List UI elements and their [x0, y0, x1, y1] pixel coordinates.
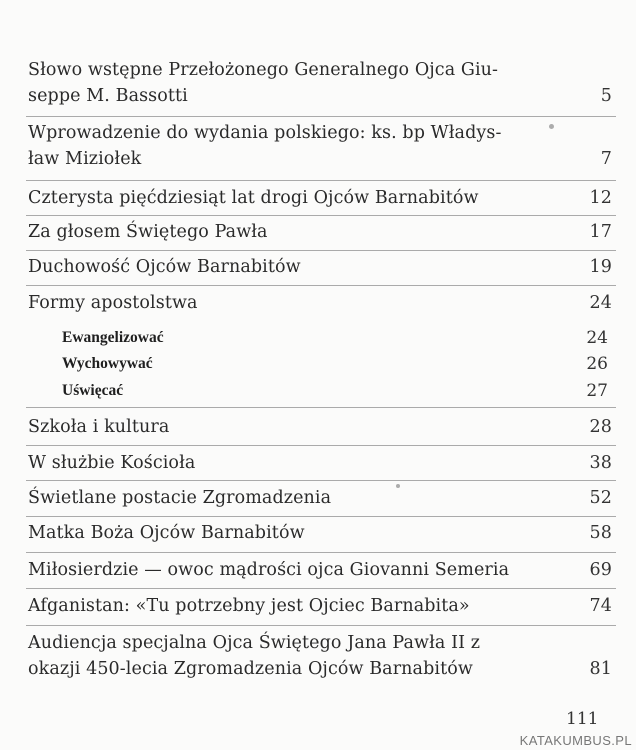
toc-entry	[28, 185, 614, 211]
toc-subentry-title: Uświęcać	[62, 382, 124, 399]
toc-entry-page: 19	[589, 257, 612, 277]
toc-entry-page: 58	[589, 523, 612, 543]
toc-entry-title: Świetlane postacie Zgromadzenia	[28, 488, 332, 508]
paper-speck	[549, 124, 554, 129]
toc-subentry	[62, 380, 612, 402]
toc-entry-title: Duchowość Ojców Barnabitów	[28, 257, 301, 277]
divider	[26, 588, 616, 589]
divider	[26, 285, 616, 286]
toc-entry	[28, 219, 614, 245]
toc-entry	[28, 414, 614, 440]
toc-entry-page: 74	[589, 596, 612, 616]
toc-entry	[28, 630, 614, 682]
toc-entry	[28, 485, 614, 511]
toc-entry-title: W służbie Kościoła	[28, 453, 196, 473]
toc-subentry-page: 24	[586, 328, 608, 348]
paper-speck	[396, 484, 400, 488]
toc-entry-page: 81	[589, 659, 612, 679]
toc-entry-page: 69	[589, 560, 612, 580]
toc-entry	[28, 254, 614, 280]
toc-entry	[28, 120, 614, 172]
divider	[26, 552, 616, 553]
toc-entry-title: Wprowadzenie do wydania polskiego: ks. bp Władys-	[28, 123, 502, 143]
toc-entry-title: Afganistan: «Tu potrzebny jest Ojciec Barnabita»	[28, 596, 470, 616]
toc-entry-page: 12	[589, 188, 612, 208]
toc-entry-title-continued: seppe M. Bassotti	[28, 86, 188, 106]
divider	[26, 180, 616, 181]
toc-entry	[28, 520, 614, 546]
toc-entry-title: Matka Boża Ojców Barnabitów	[28, 523, 305, 543]
divider	[26, 625, 616, 626]
toc-entry-page: 17	[589, 222, 612, 242]
toc-entry-title: Miłosierdzie — owoc mądrości ojca Giovanni Semeria	[28, 560, 510, 580]
toc-entry-title: Audiencja specjalna Ojca Świętego Jana Pawła II z	[28, 633, 481, 653]
divider	[26, 116, 616, 117]
toc-subentry-title: Ewangelizować	[62, 329, 164, 346]
toc-entry-title: Formy apostolstwa	[28, 293, 198, 313]
watermark: KATAKUMBUS.PL	[519, 733, 632, 748]
toc-entry	[28, 450, 614, 476]
divider	[26, 445, 616, 446]
toc-entry-title: Czterysta pięćdziesiąt lat drogi Ojców Barnabitów	[28, 188, 479, 208]
toc-entry-title: Za głosem Świętego Pawła	[28, 222, 268, 242]
divider	[26, 516, 616, 517]
toc-subentry-page: 26	[586, 354, 608, 374]
toc-subentry	[62, 327, 612, 349]
toc-entry	[28, 290, 614, 316]
divider	[26, 480, 616, 481]
toc-subentry-page: 27	[586, 381, 608, 401]
toc-entry-page: 52	[589, 488, 612, 508]
toc-entry-title: Szkoła i kultura	[28, 417, 170, 437]
divider	[26, 407, 616, 408]
toc-entry	[28, 557, 614, 583]
toc-entry-title-continued: ław Miziołek	[28, 149, 142, 169]
toc-entry-title: Słowo wstępne Przełożonego Generalnego Ojca Giu-	[28, 60, 499, 80]
toc-entry	[28, 593, 614, 619]
toc-subentry	[62, 353, 612, 375]
toc-subentry-title: Wychowywać	[62, 355, 153, 372]
toc-entry-page: 5	[600, 86, 612, 106]
toc-entry-page: 7	[600, 149, 612, 169]
toc-entry	[28, 57, 614, 109]
toc-entry-page: 38	[589, 453, 612, 473]
toc-entry-page: 24	[589, 293, 612, 313]
divider	[26, 215, 616, 216]
toc-entry-title-continued: okazji 450-lecia Zgromadzenia Ojców Barnabitów	[28, 659, 473, 679]
page-number: 111	[566, 709, 599, 729]
toc-entry-page: 28	[589, 417, 612, 437]
divider	[26, 250, 616, 251]
